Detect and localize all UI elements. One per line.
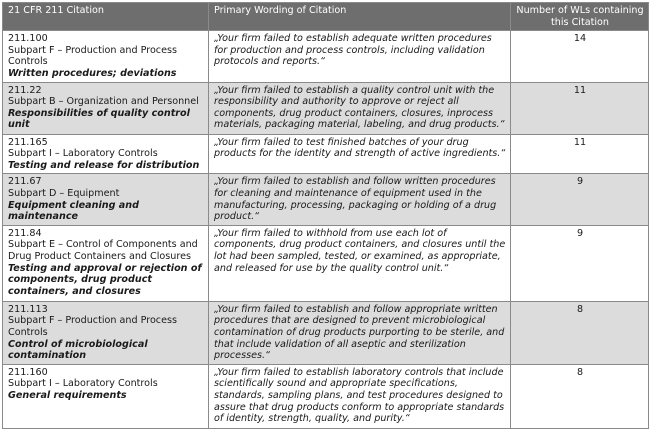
table-header xyxy=(3,3,649,31)
table-row xyxy=(3,82,649,134)
count-cell: 9 xyxy=(511,225,649,301)
citation-section: 211.165 xyxy=(8,136,48,148)
citation-cell xyxy=(3,174,209,225)
citation-cell xyxy=(3,225,209,301)
header-row xyxy=(3,3,649,31)
count-cell: 11 xyxy=(511,134,649,174)
citation-subpart: Subpart B – Organization and Personnel xyxy=(8,96,199,108)
wording-cell: „Your firm failed to withhold from use each lot of components, drug product containers, and closures until the lot had been sampled, tested, or examined, as appropriate, and released for use by the quality control unit.“ xyxy=(209,225,511,301)
citation-subpart: Subpart D – Equipment xyxy=(8,187,120,199)
citation-section: 211.160 xyxy=(8,366,48,378)
citation-section: 211.100 xyxy=(8,33,48,45)
table-row xyxy=(3,31,649,82)
citation-cell xyxy=(3,364,209,428)
wording-cell: „Your firm failed to establish laboratory controls that include scientifically sound and appropriate specifications, standards, sampling plans, and test procedures designed to assure that drug products conform to appropriate standards of identity, strength, quality, and purity.“ xyxy=(209,364,511,428)
citation-subpart: Subpart I – Laboratory Controls xyxy=(8,378,158,390)
header-count: Number of WLs containing this Citation xyxy=(511,3,649,31)
citation-section: 211.113 xyxy=(8,303,48,315)
citation-subpart: Subpart E – Control of Components and Drug Product Containers and Closures xyxy=(8,239,198,262)
count-cell: 8 xyxy=(511,301,649,364)
table-row xyxy=(3,364,649,428)
table-body xyxy=(3,31,649,429)
citation-section: 211.84 xyxy=(8,227,42,239)
citation-cell xyxy=(3,82,209,134)
table-row xyxy=(3,225,649,301)
count-cell: 8 xyxy=(511,364,649,428)
citation-topic: General requirements xyxy=(8,389,127,401)
table-row xyxy=(3,301,649,364)
table-row xyxy=(3,174,649,225)
wording-cell: „Your firm failed to test finished batches of your drug products for the identity and strength of active ingredients.“ xyxy=(209,134,511,174)
citation-subpart: Subpart F – Production and Process Controls xyxy=(8,44,177,68)
citation-topic: Testing and approval or rejection of components, drug product containers, and closures xyxy=(8,262,202,297)
citation-cell xyxy=(3,31,209,82)
wording-cell: „Your firm failed to establish and follow written procedures for cleaning and maintenance of equipment used in the manufacturing, processing, packaging or holding of a drug product.“ xyxy=(209,174,511,225)
citation-topic: Written procedures; deviations xyxy=(8,67,177,79)
citation-cell xyxy=(3,134,209,174)
header-citation: 21 CFR 211 Citation xyxy=(3,3,209,31)
citation-subpart: Subpart I – Laboratory Controls xyxy=(8,148,158,160)
citation-table xyxy=(2,2,649,429)
citation-table-frame xyxy=(2,2,648,431)
citation-topic: Control of microbiological contamination xyxy=(8,338,148,362)
count-cell: 11 xyxy=(511,82,649,134)
count-cell: 9 xyxy=(511,174,649,225)
citation-section: 211.22 xyxy=(8,84,42,96)
citation-subpart: Subpart F – Production and Process Controls xyxy=(8,315,177,338)
citation-topic: Responsibilities of quality control unit xyxy=(8,107,190,131)
table-row xyxy=(3,134,649,174)
count-cell: 14 xyxy=(511,31,649,82)
citation-topic: Equipment cleaning and maintenance xyxy=(8,199,139,223)
header-wording: Primary Wording of Citation xyxy=(209,3,511,31)
citation-cell xyxy=(3,301,209,364)
citation-topic: Testing and release for distribution xyxy=(8,159,200,171)
wording-cell: „Your firm failed to establish a quality control unit with the responsibility and authority to approve or reject all components, drug product containers, closures, inprocess materials, packaging material, labeling, and drug products.“ xyxy=(209,82,511,134)
wording-cell: „Your firm failed to establish adequate written procedures for production and process controls, including validation protocols and reports.“ xyxy=(209,31,511,82)
wording-cell: „Your firm failed to establish and follow appropriate written procedures that are designed to prevent microbiological contamination of drug products purporting to be sterile, and that include validation of all aseptic and sterilization processes.“ xyxy=(209,301,511,364)
citation-section: 211.67 xyxy=(8,176,42,188)
